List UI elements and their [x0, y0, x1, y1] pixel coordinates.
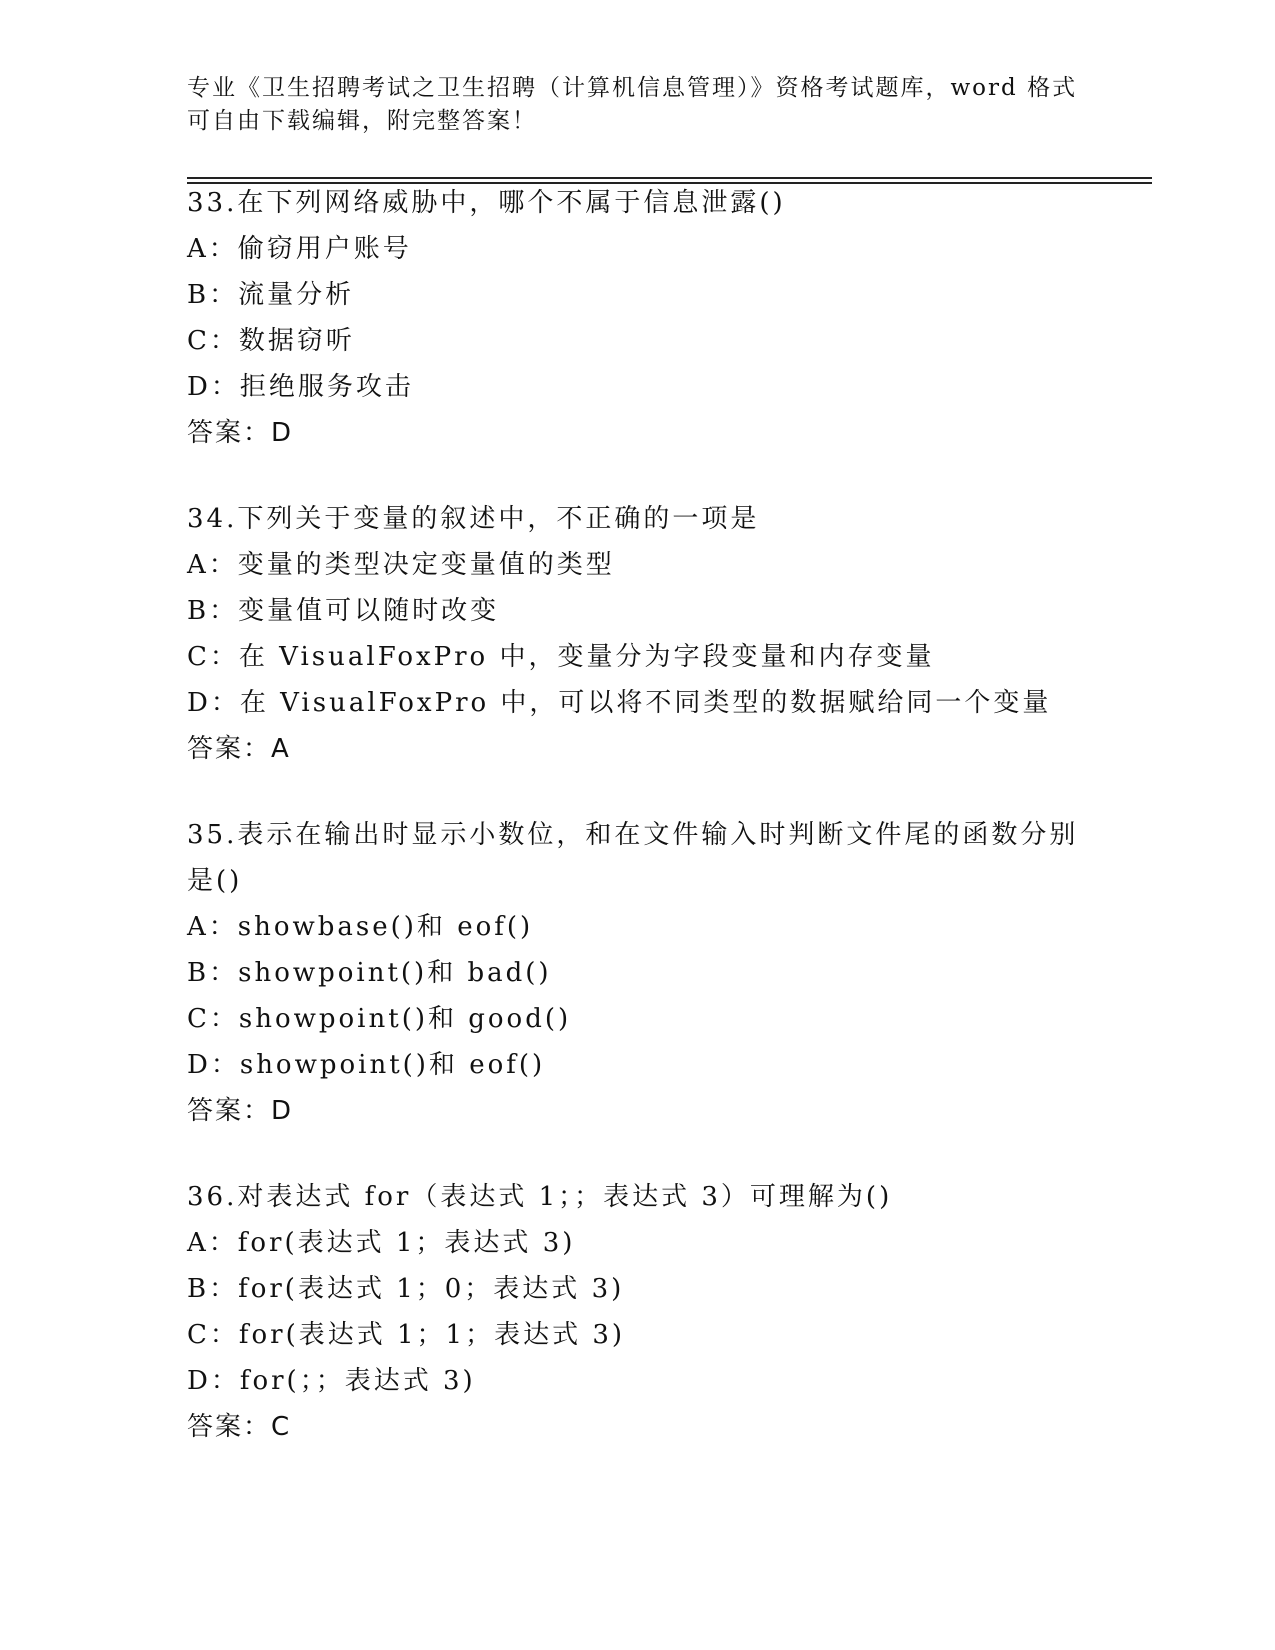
question-33	[187, 180, 1087, 456]
option-b: B：流量分析	[187, 280, 355, 310]
question-35	[187, 812, 1087, 1134]
question-34	[187, 496, 1087, 772]
option-c: C：在 VisualFoxPro 中，变量分为字段变量和内存变量	[187, 642, 935, 672]
option-b: B：变量值可以随时改变	[187, 596, 500, 626]
option-a: A：偷窃用户账号	[187, 234, 412, 264]
option-c: C：数据窃听	[187, 326, 355, 356]
option-a: A：变量的类型决定变量值的类型	[187, 550, 615, 580]
question-stem-line-2: 是()	[187, 866, 243, 896]
answer-label: 答案：D	[187, 418, 294, 448]
header-divider-top	[187, 177, 1152, 179]
question-stem: 36.对表达式 for（表达式 1；；表达式 3）可理解为()	[187, 1182, 893, 1212]
option-a: A：showbase()和 eof()	[187, 912, 534, 942]
answer-label: 答案：C	[187, 1412, 292, 1442]
answer-label: 答案：D	[187, 1096, 294, 1126]
option-b: B：for(表达式 1；0；表达式 3)	[187, 1274, 625, 1304]
question-stem: 34.下列关于变量的叙述中，不正确的一项是	[187, 504, 760, 534]
question-stem-line-1: 35.表示在输出时显示小数位，和在文件输入时判断文件尾的函数分别	[187, 820, 1079, 850]
option-b: B：showpoint()和 bad()	[187, 958, 552, 988]
option-d: D：for(；；表达式 3)	[187, 1366, 476, 1396]
option-d: D：showpoint()和 eof()	[187, 1050, 546, 1080]
option-d: D：在 VisualFoxPro 中，可以将不同类型的数据赋给同一个变量	[187, 688, 1052, 718]
option-c: C：for(表达式 1；1；表达式 3)	[187, 1320, 626, 1350]
header-line-2: 可自由下载编辑，附完整答案！	[187, 108, 537, 134]
answer-label: 答案：A	[187, 734, 291, 764]
document-header	[187, 72, 1087, 138]
question-stem: 33.在下列网络威胁中，哪个不属于信息泄露()	[187, 188, 786, 218]
option-d: D：拒绝服务攻击	[187, 372, 414, 402]
option-c: C：showpoint()和 good()	[187, 1004, 572, 1034]
option-a: A：for(表达式 1；表达式 3)	[187, 1228, 576, 1258]
question-36	[187, 1174, 1087, 1450]
header-line-1: 专业《卫生招聘考试之卫生招聘（计算机信息管理）》资格考试题库，word 格式	[187, 75, 1078, 101]
